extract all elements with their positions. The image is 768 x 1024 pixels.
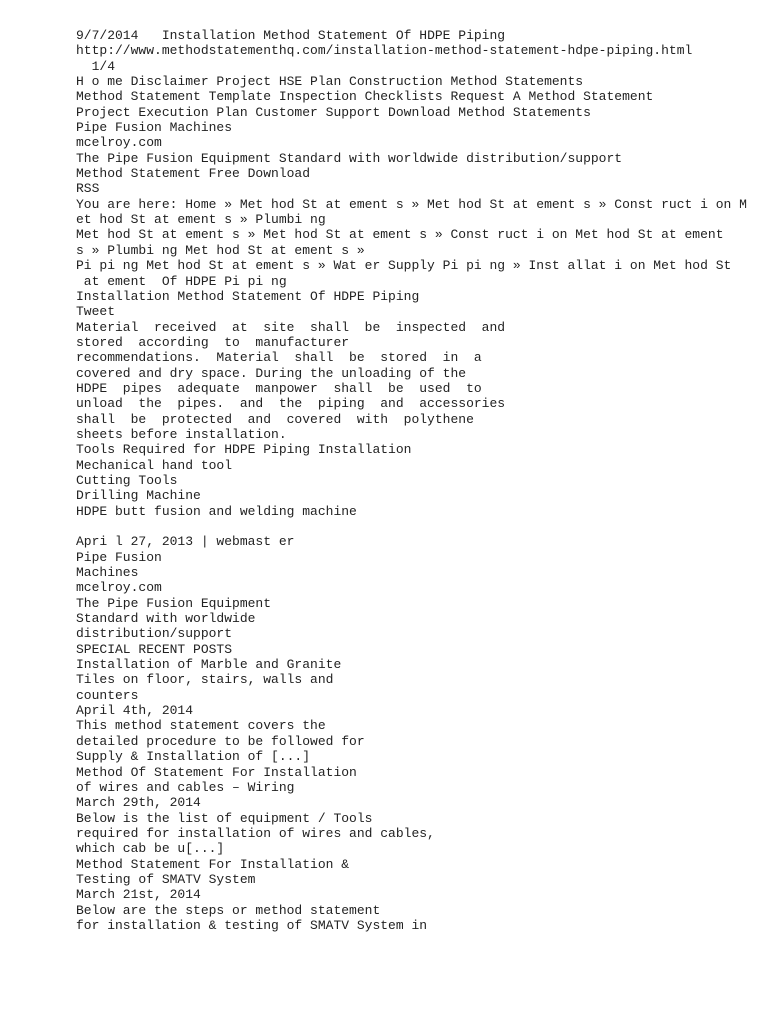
post-title-line[interactable]: Tiles on floor, stairs, walls and xyxy=(76,672,334,688)
tools-heading: Tools Required for HDPE Piping Installation xyxy=(76,442,412,458)
post-excerpt-line: which cab be u[...] xyxy=(76,841,225,857)
recent-posts-heading: SPECIAL RECENT POSTS xyxy=(76,641,233,657)
article-para-line: unload the pipes. and the piping and accessories xyxy=(76,396,506,412)
ad-top-domain[interactable]: mcelroy.com xyxy=(76,135,162,151)
post-date: March 29th, 2014 xyxy=(76,795,201,811)
post-title-line[interactable]: Installation of Marble and Granite xyxy=(76,657,342,673)
post-excerpt-line: Below is the list of equipment / Tools xyxy=(76,810,373,826)
ad-top-text: The Pipe Fusion Equipment Standard with worldwide distribution/support xyxy=(76,150,623,166)
post-excerpt-line: Supply & Installation of [...] xyxy=(76,749,311,765)
post-excerpt-line: for installation & testing of SMATV System in xyxy=(76,917,428,933)
post-title-line[interactable]: Testing of SMATV System xyxy=(76,871,256,887)
post-excerpt-line: required for installation of wires and cables, xyxy=(76,825,435,841)
article-para-line: HDPE pipes adequate manpower shall be used to xyxy=(76,380,482,396)
breadcrumb-line-2[interactable]: et hod St at ement s » Plumbi ng xyxy=(76,212,326,228)
print-date: 9/7/2014 xyxy=(76,28,139,43)
page-indicator: 1/4 xyxy=(91,58,116,74)
tweet-button[interactable]: Tweet xyxy=(76,304,116,320)
breadcrumb-line-6: at ement Of HDPE Pi pi ng xyxy=(76,273,287,289)
print-header xyxy=(76,28,756,43)
article-meta: Apri l 27, 2013 | webmast er xyxy=(76,534,295,550)
article-para-line: recommendations. Material shall be stored in a xyxy=(76,350,482,366)
breadcrumb-line-5[interactable]: Pi pi ng Met hod St at ement s » Wat er Supply Pi pi ng » Inst allat i on Met hod St xyxy=(76,258,732,274)
article-para-line: Material received at site shall be inspected and xyxy=(76,319,506,335)
rss-link[interactable]: RSS xyxy=(76,181,100,197)
print-url[interactable]: http://www.methodstatementhq.com/installation-method-statement-hdpe-piping.html xyxy=(76,43,693,59)
spacer xyxy=(76,519,756,534)
nav-menu-line-2[interactable]: Method Statement Template Inspection Checklists Request A Method Statement xyxy=(76,89,654,105)
tools-list-item: Mechanical hand tool xyxy=(76,457,233,473)
ad-side-line[interactable]: Pipe Fusion xyxy=(76,549,162,565)
ad-side-line: distribution/support xyxy=(76,626,233,642)
nav-menu-line-3[interactable]: Project Execution Plan Customer Support Download Method Statements xyxy=(76,104,591,120)
post-title-line[interactable]: Method Of Statement For Installation xyxy=(76,764,357,780)
post-excerpt-line: detailed procedure to be followed for xyxy=(76,733,365,749)
post-excerpt-line: This method statement covers the xyxy=(76,718,326,734)
breadcrumb-line-1[interactable]: You are here: Home » Met hod St at ement s » Met hod St at ement s » Const ruct i on M xyxy=(76,196,747,212)
tools-list-item: HDPE butt fusion and welding machine xyxy=(76,503,357,519)
document-page xyxy=(76,28,756,933)
tools-list-item: Drilling Machine xyxy=(76,488,201,504)
nav-menu-line-1[interactable]: H o me Disclaimer Project HSE Plan Construction Method Statements xyxy=(76,74,584,90)
ad-side-line[interactable]: mcelroy.com xyxy=(76,580,162,596)
post-excerpt-line: Below are the steps or method statement xyxy=(76,902,381,918)
breadcrumb-line-3[interactable]: Met hod St at ement s » Met hod St at ement s » Const ruct i on Met hod St at ement xyxy=(76,227,724,243)
ad-side-line: Standard with worldwide xyxy=(76,611,256,627)
post-date: April 4th, 2014 xyxy=(76,703,194,719)
post-title-line[interactable]: counters xyxy=(76,687,139,703)
ad-side-line: The Pipe Fusion Equipment xyxy=(76,595,272,611)
print-title: Installation Method Statement Of HDPE Piping xyxy=(161,28,506,43)
post-date: March 21st, 2014 xyxy=(76,887,201,903)
tools-list-item: Cutting Tools xyxy=(76,472,178,488)
article-para-line: shall be protected and covered with polythene xyxy=(76,411,474,427)
article-title: Installation Method Statement Of HDPE Piping xyxy=(76,288,420,304)
article-para-line: covered and dry space. During the unloading of the xyxy=(76,365,467,381)
article-para-line: sheets before installation. xyxy=(76,426,287,442)
ad-side-line[interactable]: Machines xyxy=(76,565,139,581)
ad-top-title[interactable]: Pipe Fusion Machines xyxy=(76,120,233,136)
post-title-line[interactable]: Method Statement For Installation & xyxy=(76,856,350,872)
download-link[interactable]: Method Statement Free Download xyxy=(76,166,311,182)
breadcrumb-line-4[interactable]: s » Plumbi ng Met hod St at ement s » xyxy=(76,242,365,258)
article-para-line: stored according to manufacturer xyxy=(76,334,350,350)
post-title-line[interactable]: of wires and cables – Wiring xyxy=(76,779,295,795)
